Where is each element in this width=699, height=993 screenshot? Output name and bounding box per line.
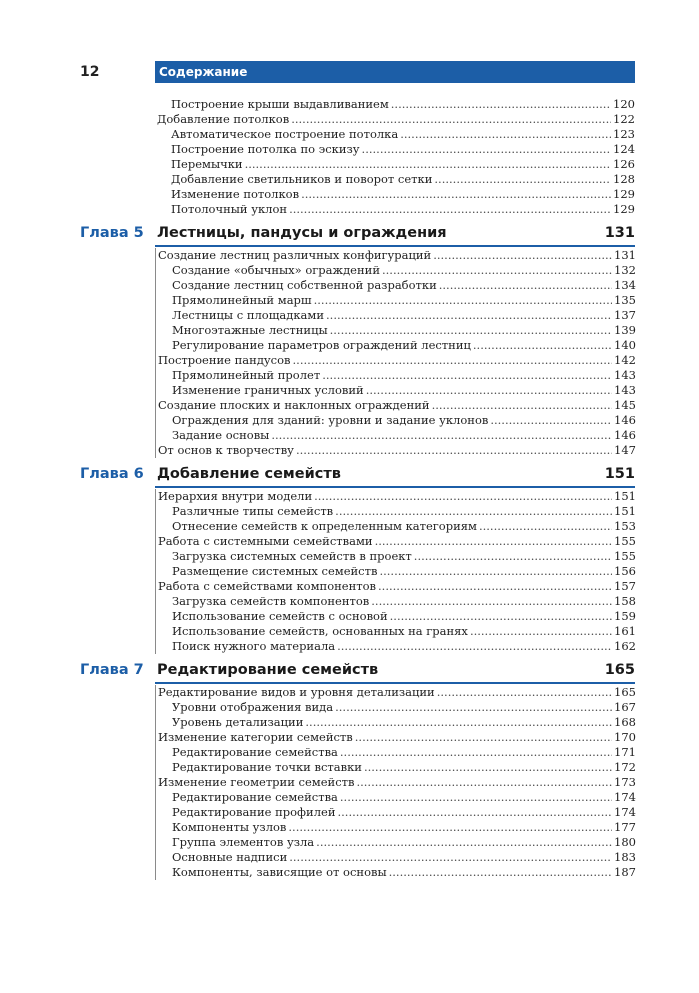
entry-page-number: 187 [614,865,636,879]
chapter-entries [155,489,636,654]
entry-title: Изменение граничных условий [172,383,364,397]
entry-title: Использование семейств с основой [172,609,388,623]
entry-page-number: 177 [614,820,636,834]
chapter-title: Лестницы, пандусы и ограждения [157,225,447,241]
entry-title: Построение потолка по эскизу [171,142,360,156]
toc-subsection-entry[interactable] [171,157,635,172]
entry-page-number: 183 [614,850,636,864]
entry-page-number: 165 [614,685,636,699]
entry-title: Создание лестниц различных конфигураций [158,248,432,262]
dot-leader [355,730,612,745]
toc-subsection-entry[interactable] [171,187,635,202]
toc-subsection-entry[interactable] [172,564,636,579]
entry-title: Перемычки [171,157,243,171]
table-of-contents [0,97,699,880]
entry-page-number: 129 [613,202,635,216]
toc-subsection-entry[interactable] [172,835,636,850]
entry-title: Прямолинейный пролет [172,368,321,382]
dot-leader [371,594,612,609]
toc-subsection-entry[interactable] [172,790,636,805]
toc-subsection-entry[interactable] [172,428,636,443]
entry-title: Потолочный уклон [171,202,288,216]
toc-subsection-entry[interactable] [172,323,636,338]
entry-page-number: 174 [614,805,636,819]
toc-subsection-entry[interactable] [172,519,636,534]
dot-leader [340,790,612,805]
entry-page-number: 126 [613,157,635,171]
toc-subsection-entry[interactable] [172,293,636,308]
toc-subsection-entry[interactable] [171,97,635,112]
dot-leader [335,504,612,519]
chapter-rule [155,682,635,684]
entry-title: Построение крыши выдавливанием [171,97,389,111]
toc-section-entry[interactable] [158,775,636,790]
dot-leader [432,398,612,413]
toc-subsection-entry[interactable] [171,172,635,187]
toc-subsection-entry[interactable] [172,278,636,293]
entry-page-number: 151 [614,489,636,503]
entry-title: Регулирование параметров ограждений лестниц [172,338,471,352]
toc-subsection-entry[interactable] [171,202,635,217]
dot-leader [433,248,612,263]
dot-leader [337,639,612,654]
entry-page-number: 168 [614,715,636,729]
entry-page-number: 145 [614,398,636,412]
toc-section-entry[interactable] [158,579,636,594]
entry-title: Иерархия внутри модели [158,489,313,503]
entry-page-number: 140 [614,338,636,352]
entry-page-number: 146 [614,413,636,427]
entry-page-number: 157 [614,579,636,593]
dot-leader [390,609,612,624]
entry-title: Компоненты, зависящие от основы [172,865,387,879]
entry-page-number: 161 [614,624,636,638]
entry-title: Работа с системными семействами [158,534,373,548]
section-title-bar [155,61,635,83]
dot-leader [338,805,613,820]
entry-page-number: 143 [614,368,636,382]
dot-leader [305,715,612,730]
chapter-page-number: 131 [604,225,635,241]
dot-leader [245,157,611,172]
dot-leader [301,187,611,202]
toc-subsection-entry[interactable] [172,850,636,865]
toc-subsection-entry[interactable] [172,549,636,564]
toc-subsection-entry[interactable] [172,700,636,715]
entry-title: Работа с семействами компонентов [158,579,377,593]
dot-leader [288,820,612,835]
dot-leader [314,293,612,308]
entry-title: Редактирование семейства [172,790,338,804]
entry-title: Изменение геометрии семейств [158,775,355,789]
entry-page-number: 134 [614,278,636,292]
entry-title: Поиск нужного материала [172,639,336,653]
dot-leader [414,549,612,564]
chapter-page-number: 165 [604,662,635,678]
entry-page-number: 146 [614,428,636,442]
toc-section-entry[interactable] [158,534,636,549]
entry-page-number: 158 [614,594,636,608]
toc-section-entry[interactable] [158,730,636,745]
toc-subsection-entry[interactable] [172,760,636,775]
chapter-label: Глава 6 [80,466,144,482]
dot-leader [289,202,611,217]
dot-leader [490,413,612,428]
dot-leader [314,489,612,504]
entry-title: Размещение системных семейств [172,564,378,578]
chapter-rule [155,245,635,247]
entry-title: Автоматическое построение потолка [171,127,399,141]
entry-title: Создание плоских и наклонных ограждений [158,398,430,412]
dot-leader [296,443,612,458]
entry-title: Редактирование семейства [172,745,338,759]
dot-leader [340,745,612,760]
entry-page-number: 122 [613,112,635,126]
dot-leader [289,850,612,865]
entry-page-number: 139 [614,323,636,337]
entry-title: Многоэтажные лестницы [172,323,328,337]
toc-subsection-entry[interactable] [171,142,635,157]
entry-page-number: 171 [614,745,636,759]
toc-subsection-entry[interactable] [172,715,636,730]
dot-leader [322,368,612,383]
entry-page-number: 153 [614,519,636,533]
toc-section-entry[interactable] [158,685,636,700]
entry-title: Загрузка системных семейств в проект [172,549,412,563]
dot-leader [356,775,612,790]
dot-leader [293,353,613,368]
entry-title: Создание лестниц собственной разработки [172,278,437,292]
dot-leader [382,263,612,278]
toc-subsection-entry[interactable] [171,127,635,142]
entry-title: Прямолинейный марш [172,293,312,307]
entry-page-number: 156 [614,564,636,578]
entry-page-number: 137 [614,308,636,322]
dot-leader [335,700,612,715]
toc-subsection-entry[interactable] [172,745,636,760]
entry-title: Ограждения для зданий: уровни и задание уклонов [172,413,489,427]
toc-subsection-entry[interactable] [172,609,636,624]
chapter-label: Глава 5 [80,225,144,241]
entry-page-number: 173 [614,775,636,789]
page-number: 12 [80,64,100,80]
entry-page-number: 124 [613,142,635,156]
entry-title: Добавление светильников и поворот сетки [171,172,433,186]
entry-page-number: 162 [614,639,636,653]
dot-leader [439,278,612,293]
dot-leader [364,760,612,775]
entry-title: Отнесение семейств к определенным категориям [172,519,477,533]
entry-page-number: 131 [614,248,636,262]
chapter-title: Редактирование семейств [157,662,379,678]
dot-leader [434,172,611,187]
entry-title: Загрузка семейств компонентов [172,594,370,608]
toc-subsection-entry[interactable] [172,368,636,383]
toc-subsection-entry[interactable] [172,639,636,654]
entry-title: Задание основы [172,428,270,442]
chapter-rule [155,486,635,488]
entry-page-number: 128 [613,172,635,186]
dot-leader [378,579,612,594]
chapter-page-number: 151 [604,466,635,482]
dot-leader [326,308,612,323]
dot-leader [271,428,612,443]
dot-leader [330,323,612,338]
toc-subsection-entry[interactable] [172,624,636,639]
chapter-heading[interactable] [0,461,699,489]
entry-page-number: 155 [614,549,636,563]
entry-title: Редактирование видов и уровня детализации [158,685,435,699]
entry-title: От основ к творчеству [158,443,294,457]
toc-section-entry[interactable] [158,398,636,413]
dot-leader [316,835,612,850]
entry-title: Лестницы с площадками [172,308,325,322]
toc-section-entry[interactable] [158,443,636,458]
entry-title: Редактирование точки вставки [172,760,362,774]
dot-leader [391,97,611,112]
entry-title: Уровни отображения вида [172,700,334,714]
entry-title: Создание «обычных» ограждений [172,263,380,277]
entry-page-number: 170 [614,730,636,744]
toc-subsection-entry[interactable] [172,504,636,519]
dot-leader [470,624,612,639]
dot-leader [375,534,612,549]
entry-page-number: 155 [614,534,636,548]
chapter-entries [155,248,636,458]
entry-page-number: 129 [613,187,635,201]
toc-subsection-entry[interactable] [172,308,636,323]
entry-title: Группа элементов узла [172,835,315,849]
entry-page-number: 135 [614,293,636,307]
entry-title: Различные типы семейств [172,504,334,518]
entry-title: Добавление потолков [157,112,290,126]
toc-subsection-entry[interactable] [172,263,636,278]
toc-subsection-entry[interactable] [172,413,636,428]
entry-page-number: 159 [614,609,636,623]
toc-section-entry[interactable] [158,489,636,504]
toc-subsection-entry[interactable] [172,338,636,353]
dot-leader [479,519,612,534]
entry-title: Компоненты узлов [172,820,287,834]
chapter-title: Добавление семейств [157,466,341,482]
section-title: Содержание [159,65,248,79]
entry-title: Построение пандусов [158,353,291,367]
entry-page-number: 172 [614,760,636,774]
entry-title: Использование семейств, основанных на гранях [172,624,468,638]
chapter-entries [155,685,636,880]
toc-subsection-entry[interactable] [172,805,636,820]
entry-page-number: 132 [614,263,636,277]
entry-page-number: 123 [613,127,635,141]
dot-leader [400,127,611,142]
chapter-heading[interactable] [0,657,699,685]
entry-page-number: 142 [614,353,636,367]
toc-section-entry[interactable] [158,353,636,368]
toc-section-entry[interactable] [158,248,636,263]
dot-leader [291,112,611,127]
toc-subsection-entry[interactable] [172,383,636,398]
entry-title: Уровень детализации [172,715,304,729]
entry-page-number: 147 [614,443,636,457]
entry-title: Изменение категории семейств [158,730,353,744]
dot-leader [473,338,612,353]
entry-page-number: 120 [613,97,635,111]
dot-leader [389,865,612,880]
entry-title: Основные надписи [172,850,288,864]
entry-page-number: 180 [614,835,636,849]
dot-leader [366,383,612,398]
dot-leader [362,142,612,157]
toc-subsection-entry[interactable] [172,594,636,609]
chapter-heading[interactable] [0,220,699,248]
toc-subsection-entry[interactable] [172,865,636,880]
entry-page-number: 174 [614,790,636,804]
toc-subsection-entry[interactable] [172,820,636,835]
entry-title: Изменение потолков [171,187,300,201]
entry-page-number: 167 [614,700,636,714]
chapter-label: Глава 7 [80,662,144,678]
entry-page-number: 151 [614,504,636,518]
entry-title: Редактирование профилей [172,805,336,819]
dot-leader [379,564,612,579]
dot-leader [437,685,612,700]
toc-section-entry[interactable] [157,112,635,127]
entry-page-number: 143 [614,383,636,397]
